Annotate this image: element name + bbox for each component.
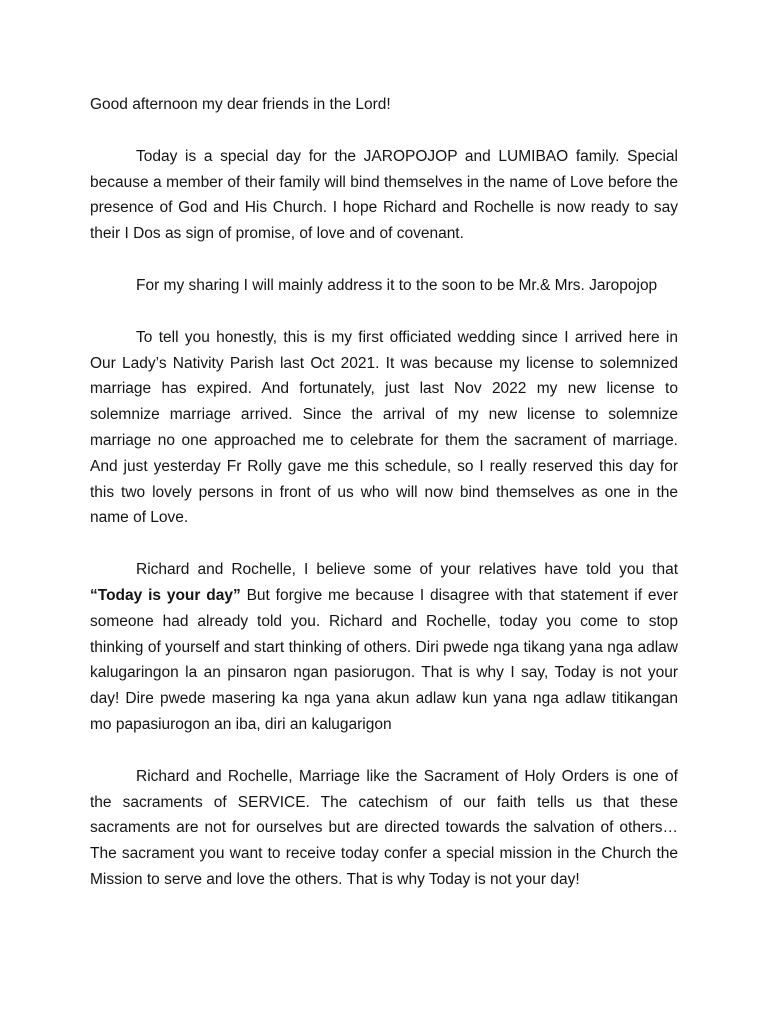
greeting-line: Good afternoon my dear friends in the Lord! [90, 96, 391, 113]
document-page [90, 92, 678, 893]
paragraph-first-wedding: To tell you honestly, this is my first officiated wedding since I arrived here in Our Lady’s Nativity Parish last Oct 2021. It was because my license to solemnized marriage has expired. And fortunately, just last Nov 2022 my new license to solemnize marriage arrived. Since the arrival of my new license to solemnize marriage no one approached me to celebrate for them the sacrament of marriage. And just yesterday Fr Rolly gave me this schedule, so I really reserved this day for this two lovely persons in front of us who will now bind themselves as one in the name of Love. [90, 328, 678, 527]
paragraph-not-your-day [90, 557, 678, 738]
paragraph-rest-text: But forgive me because I disagree with that statement if ever someone had already told you. Richard and Rochelle, today you come to stop thinking of yourself and start thinking of others. Diri pwede nga tikang yana nga adlaw kalugaringon la an pinsaron ngan pasiorugon. That is why I say, Today is not your day! Dire pwede masering ka nga yana akun adlaw kun yana nga adlaw titikangan mo papasiurogon an iba, diri an kalugarigon [90, 586, 679, 733]
emphasis-quote: “Today is your day” [90, 586, 241, 604]
paragraph-sharing: For my sharing I will mainly address it to the soon to be Mr.& Mrs. Jaropojop [136, 276, 658, 294]
paragraph-special-day: Today is a special day for the JAROPOJOP and LUMIBAO family. Special because a member of their family will bind themselves in the name of Love before the presence of God and His Church. I hope Richard and Rochelle is now ready to say their I Dos as sign of promise, of love and of covenant. [90, 147, 678, 243]
paragraph-intro-text: Richard and Rochelle, I believe some of your relatives have told you that [136, 561, 678, 579]
paragraph-sacrament-service: Richard and Rochelle, Marriage like the Sacrament of Holy Orders is one of the sacraments of SERVICE. The catechism of our faith tells us that these sacraments are not for ourselves but are directed towards the salvation of others…The sacrament you want to receive today confer a special mission in the Church the Mission to serve and love the others. That is why Today is not your day! [90, 767, 678, 888]
